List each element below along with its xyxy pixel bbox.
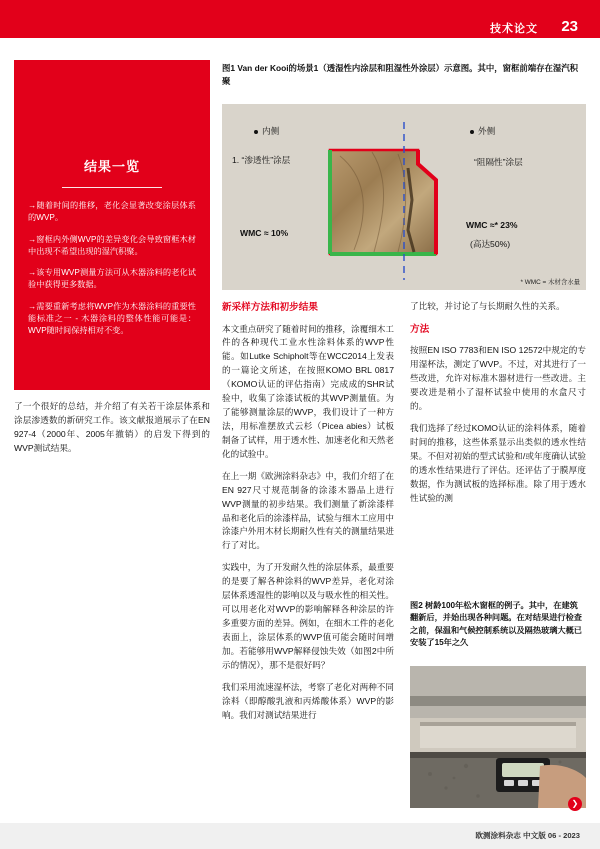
figure2-image — [410, 666, 586, 808]
paragraph: 我们选择了经过KOMO认证的涂料体系，随着时间的推移，这些体系显示出类似的透水性结果。不但对初始的型式试验和/或年度确认试验的透水性结果进行了评估。还评估了于膜厚度数据，作为测试板的选择标准。除了用于透水性试验的测 — [410, 423, 586, 503]
footer-text: 欧测涂料杂志 中文版 06 - 2023 — [475, 831, 580, 840]
paragraph: 我们采用流速湿杯法，考察了老化对两种不同涂料（即醇酸乳液和丙烯酸体系）WVP的影响。我们对测试结果进行 — [222, 681, 394, 720]
page-number: 23 — [561, 18, 578, 35]
right-column — [410, 300, 586, 514]
results-summary-title: 结果一览 — [83, 159, 140, 174]
section-heading-methods-results: 新采样方法和初步结果 — [222, 302, 318, 313]
figure1-caption: 图1 Van der Kooi的场景1（透湿性内涂层和阻湿性外涂层）示意图。其中，窗框前端存在湿汽积聚 — [222, 63, 578, 86]
paragraph: 按照EN ISO 7783和EN ISO 12572中规定的专用湿杯法，测定了WVP。不过，对其进行了一些改进，允许对标准木器材进行一些改进。主要改进是稍小了湿杯试验中使用的水盒尺寸的。 — [410, 345, 586, 412]
paragraph: 了比较，并讨论了与长期耐久性的关系。 — [410, 301, 565, 311]
paragraph: 实践中，为了开发耐久性的涂层体系，最重要的是要了解各种涂料的WVP差异，老化对涂层体系透湿性的影响以及与吸水性的相关性。可以用老化对WVP的影响解释各种涂层的许多重要方面的差异。例如，在细木工件的老化表面上，涂层体系的WVP值可能会随时间增加。若能够用WVP解释侵蚀失效（如图2中所示的情况），那不是很好吗？ — [222, 562, 394, 670]
header-title: 技术论文 — [490, 23, 538, 35]
figure1-wmc-outer: WMC ≈* 23% — [466, 220, 518, 230]
middle-column — [222, 300, 394, 730]
figure1-wmc-inner: WMC ≈ 10% — [240, 228, 289, 238]
figure1-layer-outer: “阻隔性”涂层 — [474, 157, 523, 167]
figure1-label-inner: 内侧 — [262, 126, 280, 136]
paragraph: 本文重点研究了随着时间的推移，涂覆细木工件的各种现代工业水性涂料体系的WVP性能。如Lutke Schipholt等在WCC2014上发表的一篇论文所述，在按照KOMO BRL 0817（KOMO认证的评估指南）完成成的SHR试验中，收集了涂漆试板的其WVP测量值。为了能够测量涂层的WVP，我们设计了一种方法，用标准摆放式云杉（Picea abies）试板制备了试样，用于透水性、加速老化和天然老化的试验中。 — [222, 323, 394, 459]
paragraph: 了一个很好的总结，并介绍了有关若干涂层体系和涂层渗透数的新研究工作。该文献报道展示了在EN 927-4（2000年、2005年撤销）的启发下得到的WVP测试结果。 — [14, 401, 210, 453]
summary-bullet: →窗框内外侧WVP的差异变化会导致窗框木材中出现不希望出现的湿汽积聚。 — [28, 234, 196, 256]
summary-bullet: →需要重新考虑将WVP作为木器涂料的重要性能标准之一 - 木器涂料的整体性能可能是：WVP随时间保持相对不变。 — [28, 301, 196, 336]
left-column-body — [14, 400, 210, 464]
next-page-arrow-icon[interactable]: ❯ — [568, 797, 582, 811]
section-heading-method: 方法 — [410, 323, 430, 335]
bullet-dot-icon — [470, 130, 474, 134]
figure2-photo — [410, 666, 586, 808]
results-summary-panel — [14, 60, 210, 390]
bullet-dot-icon — [254, 130, 258, 134]
figure1-wmc-outer-sub: (高达50%) — [470, 239, 511, 249]
summary-bullet: →该专用WVP测量方法可从木器涂料的老化试验中获得更多数据。 — [28, 268, 196, 290]
figure1-footnote: * WMC = 木材含水量 — [520, 279, 580, 286]
divider — [62, 187, 163, 188]
figure1-layer-inner: 1. “渗透性”涂层 — [232, 155, 291, 165]
summary-bullet: →随着时间的推移，老化会显著改变涂层体系的WVP。 — [28, 201, 196, 223]
paragraph: 在上一期《欧洲涂料杂志》中，我们介绍了在EN 927尺寸规范制备的涂漆木器品上进行WVP测量的初步结果。我们测量了新涂漆样品和老化后的涂漆样品，试验与细木工应用中涂漆户外用木材长期耐久性有关的测量结果进行了对比。 — [222, 470, 394, 551]
figure2-caption: 图2 树龄100年松木窗框的例子。其中，在建筑翻新后，并始出现各种问题。在对结果进行检查之前，保温和气候控制系统以及隔热玻璃大概已安装了15年之久 — [410, 601, 582, 647]
figure1-label-outer: 外侧 — [478, 126, 496, 136]
figure1-image — [222, 104, 586, 290]
